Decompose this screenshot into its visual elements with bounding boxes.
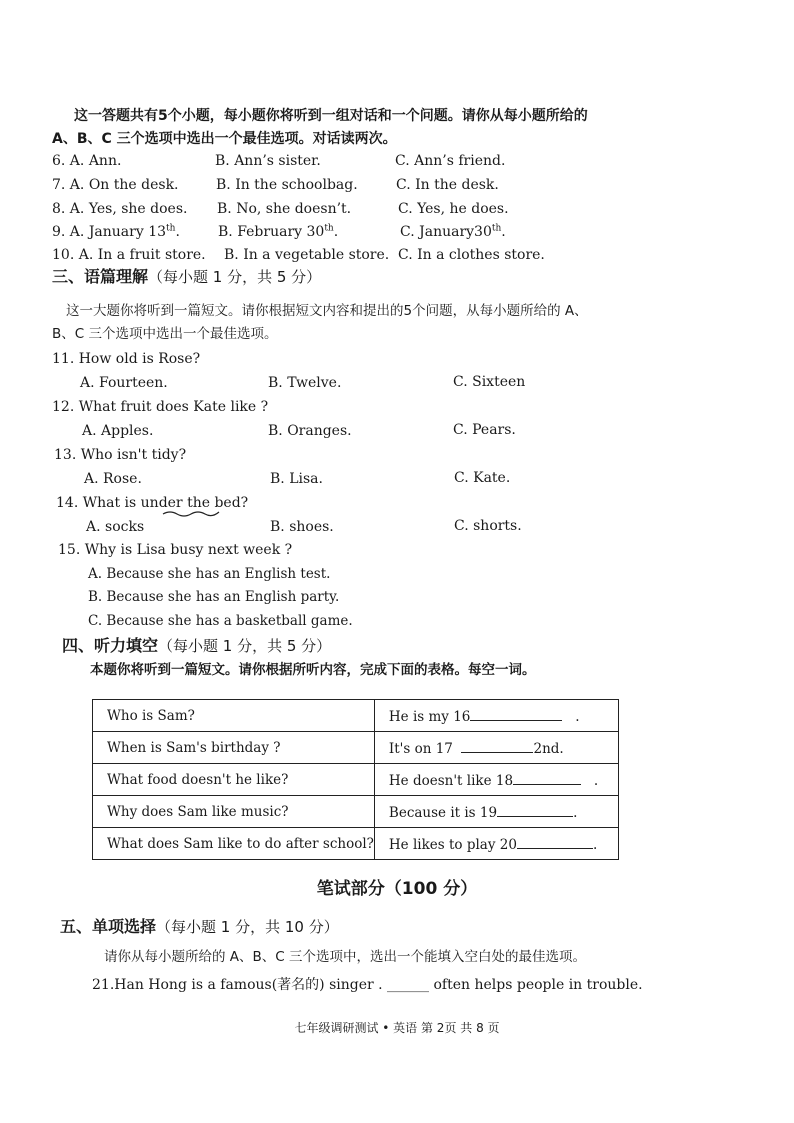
table-row — [93, 700, 619, 732]
written-part-title: 笔试部分（100 分） — [316, 879, 478, 899]
q11-option-c: C. Sixteen — [453, 374, 526, 390]
table-row — [93, 828, 619, 860]
q11-question: 11. How old is Rose? — [52, 351, 201, 367]
handwritten-underline-mark — [162, 509, 220, 517]
q13-option-c: C. Kate. — [454, 470, 511, 486]
answer-blank-20[interactable] — [517, 835, 593, 849]
q10-option-a: 10. A. In a fruit store. — [52, 247, 206, 263]
listening-fill-table — [92, 699, 619, 860]
page-footer: 七年级调研测试 • 英语 第 2页 共 8 页 — [294, 1021, 500, 1035]
q21-question: 21.Han Hong is a famous(著名的) singer . ______ often helps people in trouble. — [92, 977, 643, 993]
section4-intro: 本题你将听到一篇短文。请你根据所听内容，完成下面的表格。每空一词。 — [90, 662, 536, 678]
q7-option-a: 7. A. On the desk. — [52, 177, 179, 193]
table-question-cell: What food doesn't he like? — [93, 764, 375, 796]
q13-option-b: B. Lisa. — [270, 471, 323, 487]
q13-question: 13. Who isn't tidy? — [54, 447, 187, 463]
table-answer-cell: It's on 17 2nd. — [374, 732, 618, 764]
q6-option-c: C. Ann’s friend. — [395, 153, 506, 169]
q7-option-c: C. In the desk. — [396, 177, 499, 193]
section4-heading: 四、听力填空（每小题 1 分，共 5 分） — [62, 636, 332, 655]
table-answer-cell: He likes to play 20 . — [374, 828, 618, 860]
q15-option-a: A. Because she has an English test. — [88, 566, 331, 582]
q12-option-a: A. Apples. — [82, 423, 154, 439]
q15-option-c: C. Because she has a basketball game. — [88, 613, 353, 629]
section3-intro-line1: 这一大题你将听到一篇短文。请你根据短文内容和提出的5个问题，从每小题所给的 A、 — [66, 303, 588, 319]
q9-option-b: B. February 30th. — [218, 223, 339, 240]
q11-option-a: A. Fourteen. — [80, 375, 168, 391]
table-question-cell: What does Sam like to do after school? — [93, 828, 375, 860]
q6-option-a: 6. A. Ann. — [52, 153, 122, 169]
answer-blank-16[interactable] — [470, 707, 562, 721]
q14-option-b: B. shoes. — [270, 519, 334, 535]
q12-question: 12. What fruit does Kate like ? — [52, 399, 269, 415]
q7-option-b: B. In the schoolbag. — [216, 177, 358, 193]
section3-heading: 三、语篇理解（每小题 1 分，共 5 分） — [52, 267, 322, 286]
q8-option-a: 8. A. Yes, she does. — [52, 201, 188, 217]
q14-option-c: C. shorts. — [454, 518, 522, 534]
table-answer-cell: He is my 16 . — [374, 700, 618, 732]
table-answer-cell: Because it is 19 . — [374, 796, 618, 828]
q15-question: 15. Why is Lisa busy next week ? — [58, 542, 293, 558]
table-question-cell: Why does Sam like music? — [93, 796, 375, 828]
table-question-cell: When is Sam's birthday ? — [93, 732, 375, 764]
table-row — [93, 732, 619, 764]
table-question-cell: Who is Sam? — [93, 700, 375, 732]
table-answer-cell: He doesn't like 18 . — [374, 764, 618, 796]
answer-blank-18[interactable] — [513, 771, 581, 785]
table-row — [93, 764, 619, 796]
section3-intro-line2: B、C 三个选项中选出一个最佳选项。 — [52, 326, 278, 342]
answer-blank-19[interactable] — [497, 803, 573, 817]
q6-option-b: B. Ann’s sister. — [215, 153, 321, 169]
q12-option-b: B. Oranges. — [268, 423, 352, 439]
section5-intro: 请你从每小题所给的 A、B、C 三个选项中，选出一个能填入空白处的最佳选项。 — [104, 949, 587, 965]
q14-question: 14. What is under the bed? — [56, 495, 249, 511]
section2-intro-line1: 这一答题共有5个小题，每小题你将听到一组对话和一个问题。请你从每小题所给的 — [74, 108, 588, 124]
q14-option-a: A. socks — [86, 519, 145, 535]
q10-option-b: B. In a vegetable store. — [224, 247, 390, 263]
section2-intro-line2: A、B、C 三个选项中选出一个最佳选项。对话读两次。 — [52, 131, 397, 147]
q9-option-a: 9. A. January 13th. — [52, 223, 180, 240]
q15-option-b: B. Because she has an English party. — [88, 589, 340, 605]
q8-option-b: B. No, she doesn’t. — [217, 201, 352, 217]
q8-option-c: C. Yes, he does. — [398, 201, 509, 217]
answer-blank-17[interactable] — [461, 739, 533, 753]
q12-option-c: C. Pears. — [453, 422, 516, 438]
q9-option-c: C. January30th. — [400, 223, 506, 240]
section5-heading: 五、单项选择（每小题 1 分，共 10 分） — [60, 917, 339, 936]
q11-option-b: B. Twelve. — [268, 375, 342, 391]
table-row — [93, 796, 619, 828]
q10-option-c: C. In a clothes store. — [398, 247, 545, 263]
q13-option-a: A. Rose. — [84, 471, 142, 487]
